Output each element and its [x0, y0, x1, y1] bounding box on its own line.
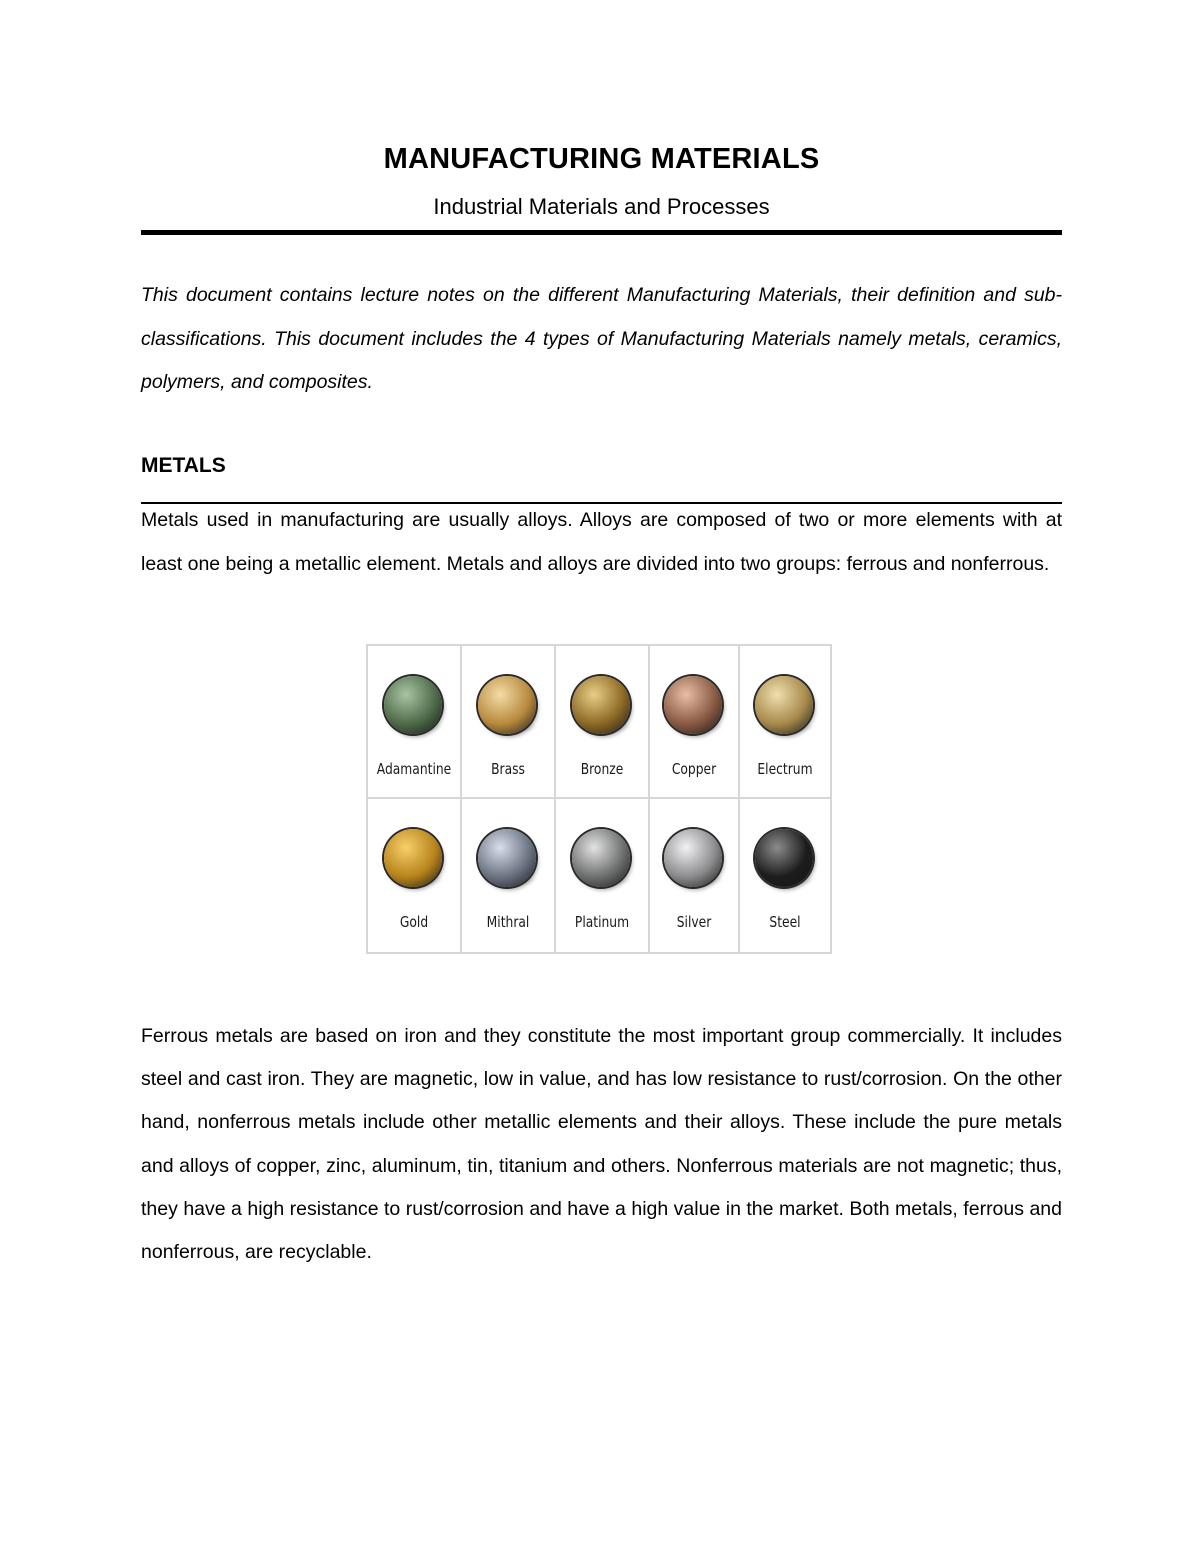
page-subtitle: Industrial Materials and Processes: [433, 194, 770, 219]
metal-label: Electrum: [757, 760, 813, 778]
metal-sphere-icon: [664, 829, 722, 887]
metal-samples-figure: [366, 644, 832, 954]
metals-heading: METALS: [141, 454, 226, 477]
metal-sample-cell: [556, 646, 650, 799]
page-title: MANUFACTURING MATERIALS: [383, 143, 820, 175]
metal-sample-cell: [368, 646, 462, 799]
metals-body-paragraph: Ferrous metals are based on iron and they constitute the most important group commercially. It includes steel and cast iron. They are magnetic, low in value, and has low resistance to rust/corrosion. On the other hand, nonferrous metals include other metallic elements and their alloys. These include the pure metals and alloys of copper, zinc, aluminum, tin, titanium and others. Nonferrous materials are not magnetic; thus, they have a high resistance to rust/corrosion and have a high value in the market. Both metals, ferrous and nonferrous, are recyclable.: [141, 1025, 1062, 1264]
metal-sample-cell: [650, 646, 740, 799]
metal-label: Mithral: [486, 913, 530, 931]
intro-paragraph: This document contains lecture notes on the different Manufacturing Materials, their definition and sub-classifications. This document includes the 4 types of Manufacturing Materials namely metals, ceramics, polymers, and composites.: [141, 284, 1062, 393]
metal-sample-cell: [740, 646, 830, 799]
metal-label: Platinum: [574, 913, 630, 931]
metal-sphere-icon: [572, 829, 630, 887]
metal-sample-cell: [740, 799, 830, 952]
metal-label: Copper: [671, 760, 717, 778]
metal-sample-cell: [462, 646, 556, 799]
metal-sphere-icon: [572, 676, 630, 734]
metal-sample-cell: [556, 799, 650, 952]
metal-label: Bronze: [580, 760, 624, 778]
metal-sample-cell: [650, 799, 740, 952]
metal-label: Gold: [399, 913, 429, 931]
metal-label: Adamantine: [376, 760, 452, 778]
metal-sphere-icon: [755, 829, 813, 887]
metal-label: Steel: [769, 913, 801, 931]
metal-label: Brass: [491, 760, 525, 778]
metal-sample-cell: [462, 799, 556, 952]
metals-intro-paragraph: Metals used in manufacturing are usually alloys. Alloys are composed of two or more elements with at least one being a metallic element. Metals and alloys are divided into two groups: ferrous and nonferrous.: [141, 509, 1062, 575]
metal-sphere-icon: [478, 829, 536, 887]
metal-sphere-icon: [755, 676, 813, 734]
metal-sphere-icon: [384, 829, 442, 887]
metal-sphere-icon: [664, 676, 722, 734]
title-divider: [141, 230, 1062, 235]
metal-sphere-icon: [384, 676, 442, 734]
metal-sphere-icon: [478, 676, 536, 734]
metal-sample-cell: [368, 799, 462, 952]
metal-label: Silver: [676, 913, 712, 931]
